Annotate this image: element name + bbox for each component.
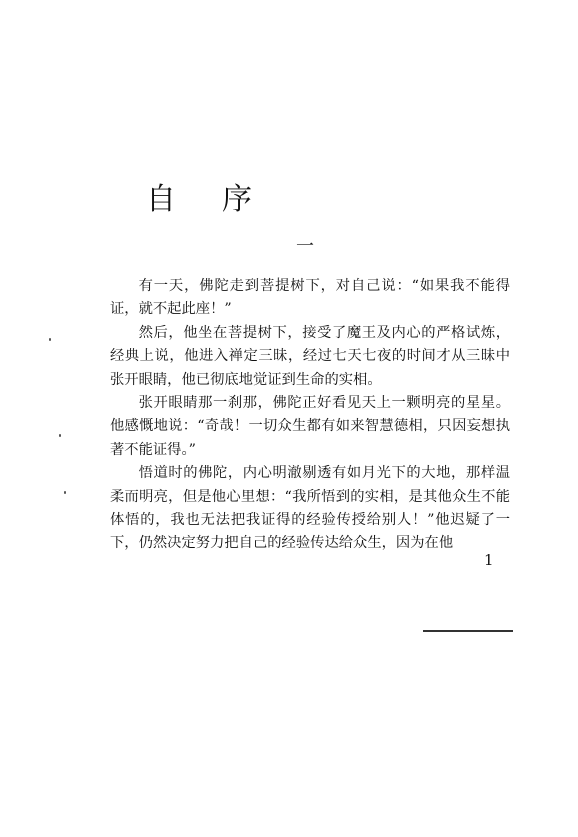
bottom-rule [423,630,513,632]
scan-speck [64,491,66,494]
section-number: 一 [296,236,314,257]
body-text [110,275,510,556]
paragraph: 然后，他坐在菩提树下，接受了魔王及内心的严格试炼，经典上说，他进入禅定三昧，经过七天七夜的时间才从三昧中张开眼睛，他已彻底地觉证到生命的实相。 [110,324,510,388]
paragraph: 悟道时的佛陀，内心明澈剔透有如月光下的大地，那样温柔而明亮，但是他心里想：“我所悟到的实相，是其他众生不能体悟的，我也无法把我证得的经验传授给别人！”他迟疑了一下，仍然决定努力把自己的经验传达给众生，因为在他 [110,465,510,552]
scan-speck [49,338,51,341]
page-title: 自序 [146,182,298,217]
paragraph: 有一天，佛陀走到菩提树下，对自己说：“如果我不能得证，就不起此座！” [110,278,510,318]
scan-speck [59,434,61,437]
paragraph: 张开眼睛那一刹那，佛陀正好看见天上一颗明亮的星星。他感慨地说：“奇哉！一切众生都有如来智慧德相，只因妄想执著不能证得。” [110,395,510,458]
page-number: 1 [484,551,494,569]
